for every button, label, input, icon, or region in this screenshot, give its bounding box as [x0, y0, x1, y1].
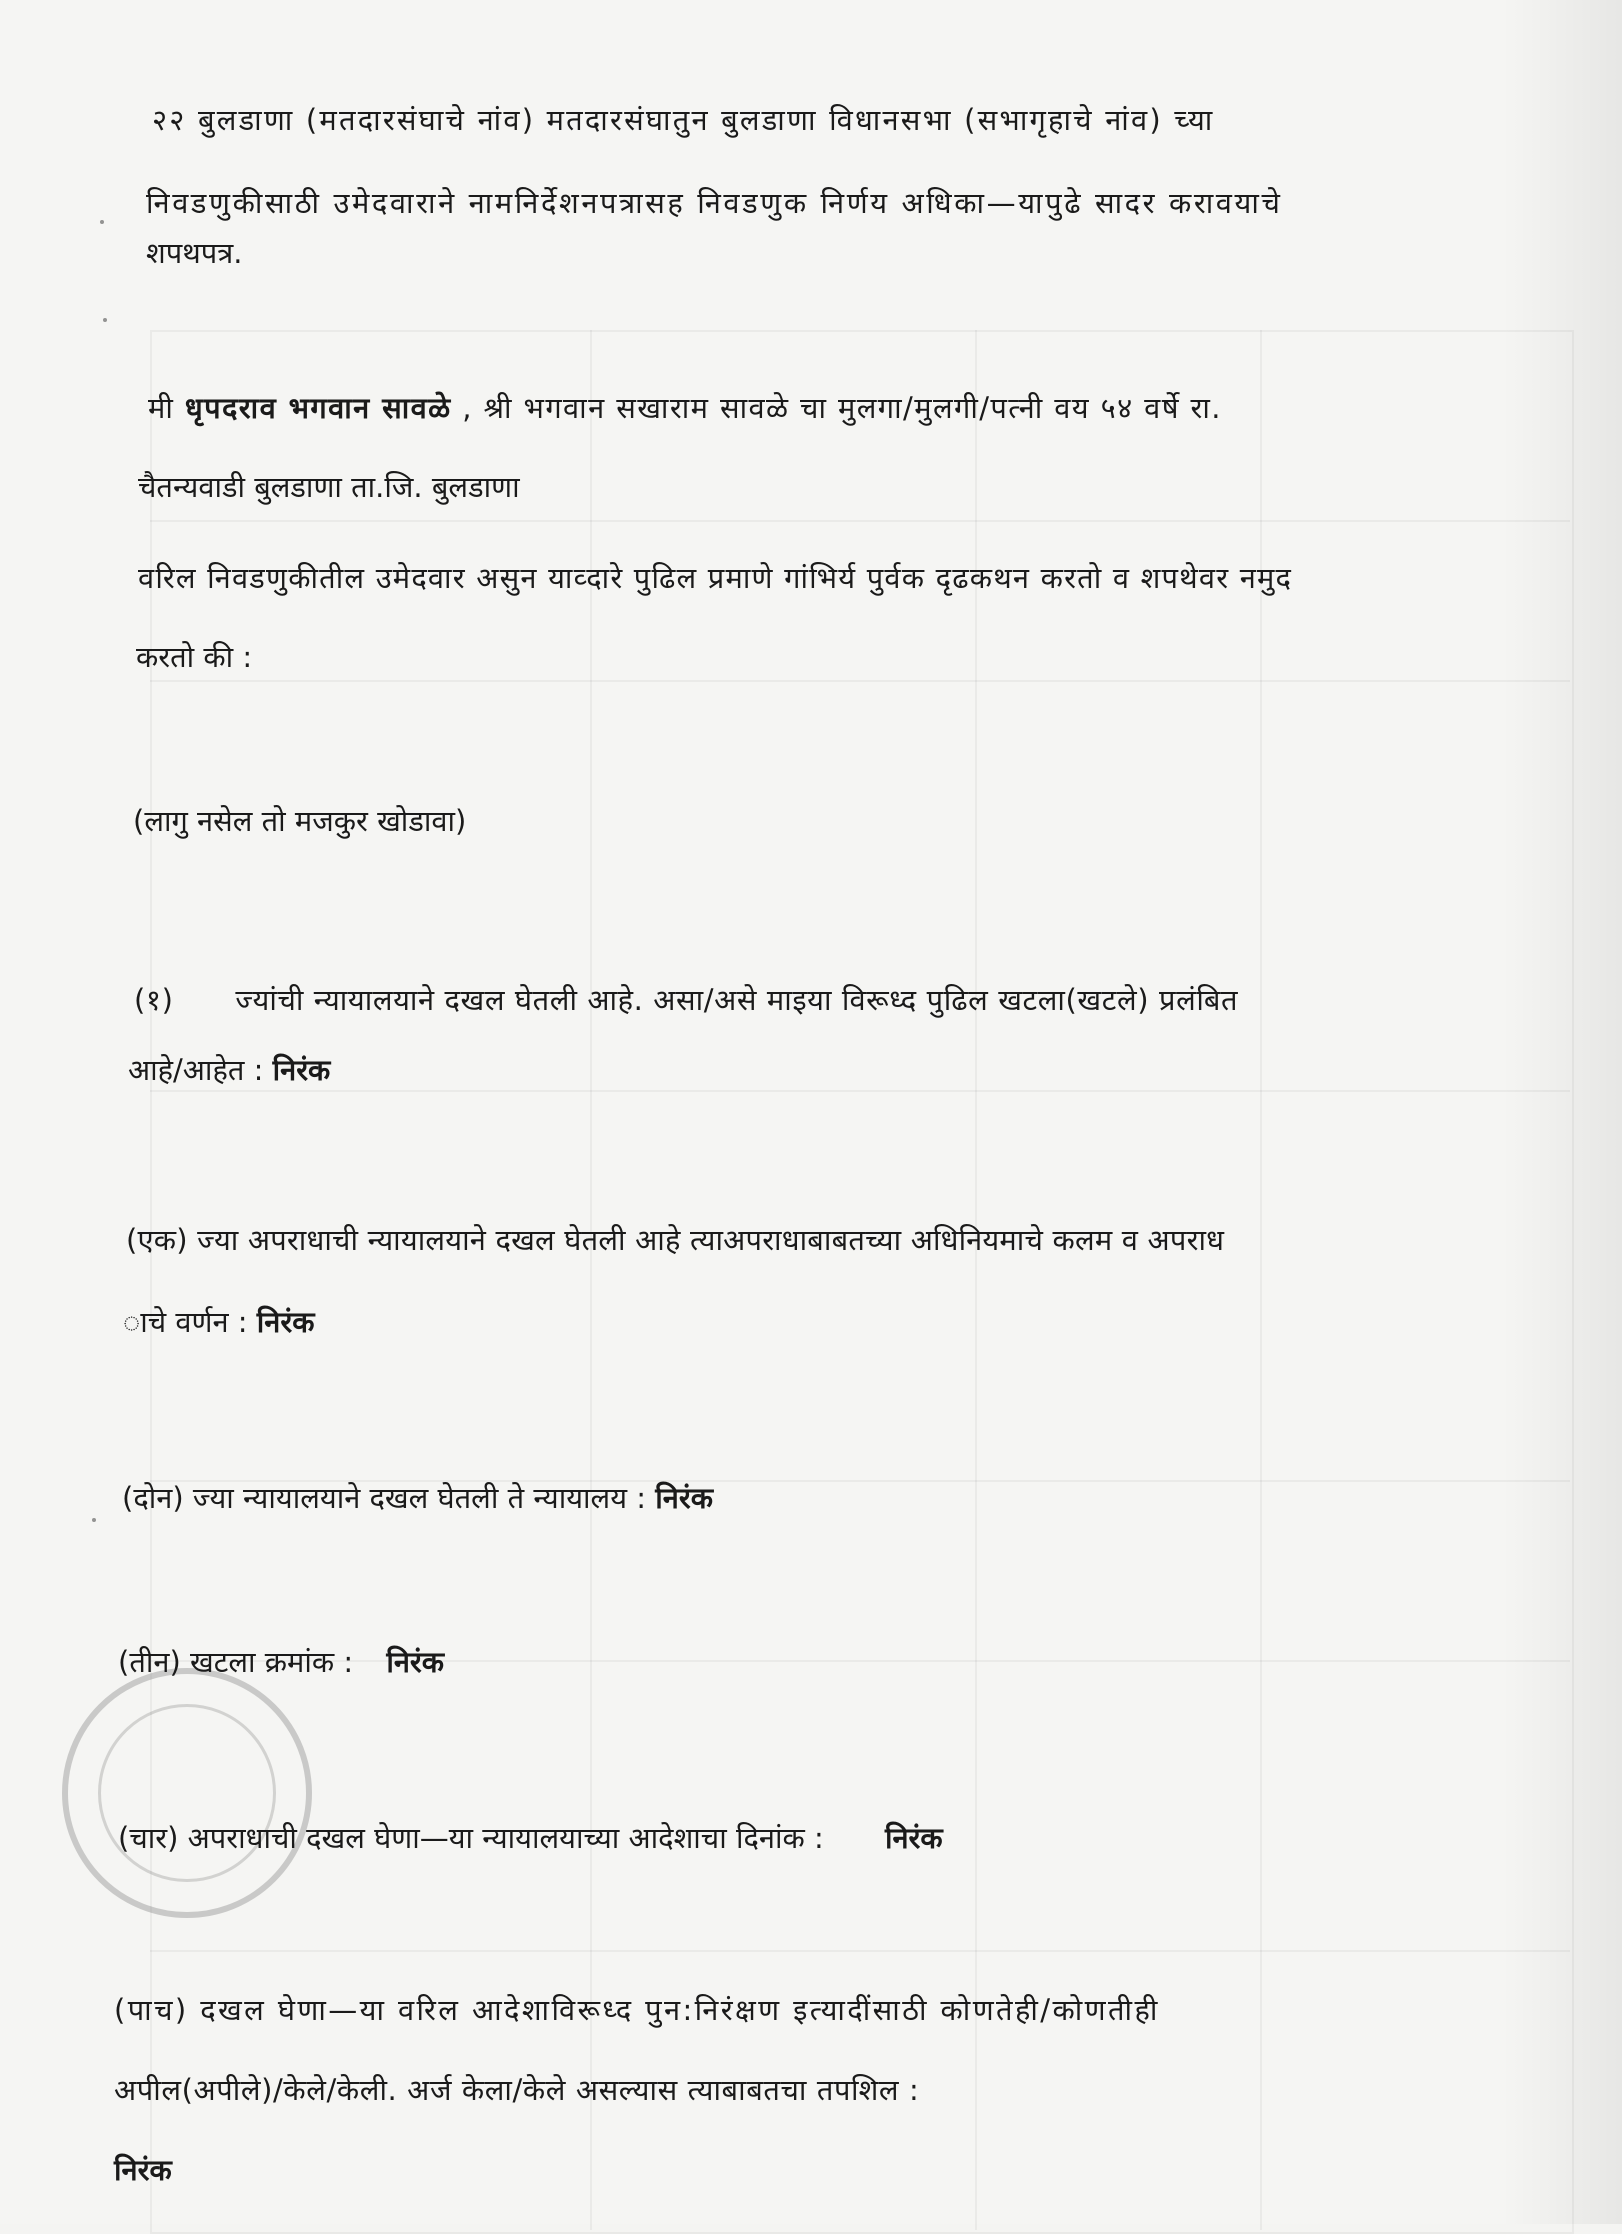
declarant-details: , श्री भगवान सखाराम सावळे चा मुलगा/मुलगी/पत्नी वय ५४ वर्षे रा. — [462, 391, 1222, 425]
margin-mark — [100, 220, 104, 224]
sub-item-one-status-value: निरंक — [256, 1305, 315, 1339]
instruction-note-text: (लागु नसेल तो मजकुर खोडावा) — [133, 804, 467, 838]
bleed-column-line — [975, 330, 977, 2230]
margin-mark — [92, 1518, 96, 1522]
bleed-row-line — [150, 520, 1570, 522]
item-1-text: ज्यांची न्यायालयाने दखल घेतली आहे. असा/असे माइया विरूध्द पुढिल खटला(खटले) प्रलंबित — [235, 983, 1239, 1017]
item-1-line-1 — [134, 980, 1238, 1020]
sub-item-three-text: (तीन) खटला क्रमांक : — [118, 1645, 354, 1679]
bleed-row-line — [150, 680, 1570, 682]
declarant-name: धृपदराव भगवान सावळे — [184, 391, 452, 425]
oath-line-1 — [138, 558, 1292, 598]
oath-line-1-text: वरिल निवडणुकीतील उमेदवार असुन याव्दारे पुढिल प्रमाणे गांभिर्य पुर्वक दृढकथन करतो व शपथेवर नमुद — [138, 561, 1293, 595]
heading-line-2 — [146, 183, 1568, 223]
sub-item-four-text: (चार) अपराधाची दखल घेणा—या न्यायालयाच्या आदेशाचा दिनांक : — [118, 1821, 824, 1855]
sub-item-one-status-prefix: ाचे वर्णन : — [123, 1305, 248, 1339]
sub-item-five-line-1 — [114, 1990, 1160, 2030]
sub-item-five-line-2 — [114, 2070, 919, 2110]
heading-line-3-text: शपथपत्र. — [146, 236, 243, 270]
heading-line-1-text: २२ बुलडाणा (मतदारसंघाचे नांव) मतदारसंघातुन बुलडाणा विधानसभा (सभागृहाचे नांव) च्या — [152, 103, 1215, 137]
sub-item-five-value-text: निरंक — [114, 2153, 172, 2187]
item-1-status-value: निरंक — [272, 1053, 331, 1087]
bleed-row-line — [150, 1090, 1570, 1092]
bleed-row-line — [150, 1950, 1570, 1952]
official-stamp — [62, 1668, 312, 1918]
heading-line-3 — [146, 233, 242, 273]
sub-item-one-line-1 — [126, 1220, 1224, 1260]
margin-mark — [103, 318, 107, 322]
sub-item-four — [118, 1818, 943, 1858]
declarant-address-text: चैतन्यवाडी बुलडाणा ता.जि. बुलडाणा — [138, 470, 520, 504]
bleed-column-line — [1260, 330, 1262, 2230]
declarant-line — [148, 388, 1568, 428]
item-1-status-prefix: आहे/आहेत : — [128, 1053, 264, 1087]
sub-item-five-value — [114, 2150, 172, 2190]
bleed-column-line — [590, 330, 592, 2230]
sub-item-two-text: (दोन) ज्या न्यायालयाने दखल घेतली ते न्यायालय : — [122, 1481, 647, 1515]
sub-item-two-value: निरंक — [655, 1481, 713, 1515]
oath-line-2 — [136, 637, 252, 677]
sub-item-one-line-2 — [123, 1302, 315, 1342]
heading-line-2-text: निवडणुकीसाठी उमेदवाराने नामनिर्देशनपत्रासह निवडणुक निर्णय अधिका—यापुढे सादर करावयाचे — [146, 186, 1283, 220]
sub-item-three-value: निरंक — [386, 1645, 445, 1679]
sub-item-three — [118, 1642, 444, 1682]
sub-item-four-value: निरंक — [884, 1821, 943, 1855]
declarant-address — [138, 467, 520, 507]
declarant-prefix: मी — [148, 391, 175, 425]
item-1-label: (१) — [134, 983, 174, 1017]
instruction-note — [133, 801, 466, 841]
oath-line-2-text: करतो की : — [136, 640, 253, 674]
bleed-through-table — [150, 330, 1574, 2234]
item-1-line-2 — [128, 1050, 330, 1090]
sub-item-two — [122, 1478, 713, 1518]
page-edge-shadow — [1502, 0, 1622, 2224]
heading-line-1 — [152, 100, 1568, 140]
sub-item-one-text: (एक) ज्या अपराधाची न्यायालयाने दखल घेतली आहे त्याअपराधाबाबतच्या अधिनियमाचे कलम व अपराध — [126, 1223, 1225, 1257]
sub-item-five-text: (पाच) दखल घेणा—या वरिल आदेशाविरूध्द पुन:निरंक्षण इत्यादींसाठी कोणतेही/कोणतीही — [114, 1993, 1160, 2027]
sub-item-five-text-2: अपील(अपीले)/केले/केली. अर्ज केला/केले असल्यास त्याबाबतचा तपशिल : — [114, 2073, 920, 2107]
